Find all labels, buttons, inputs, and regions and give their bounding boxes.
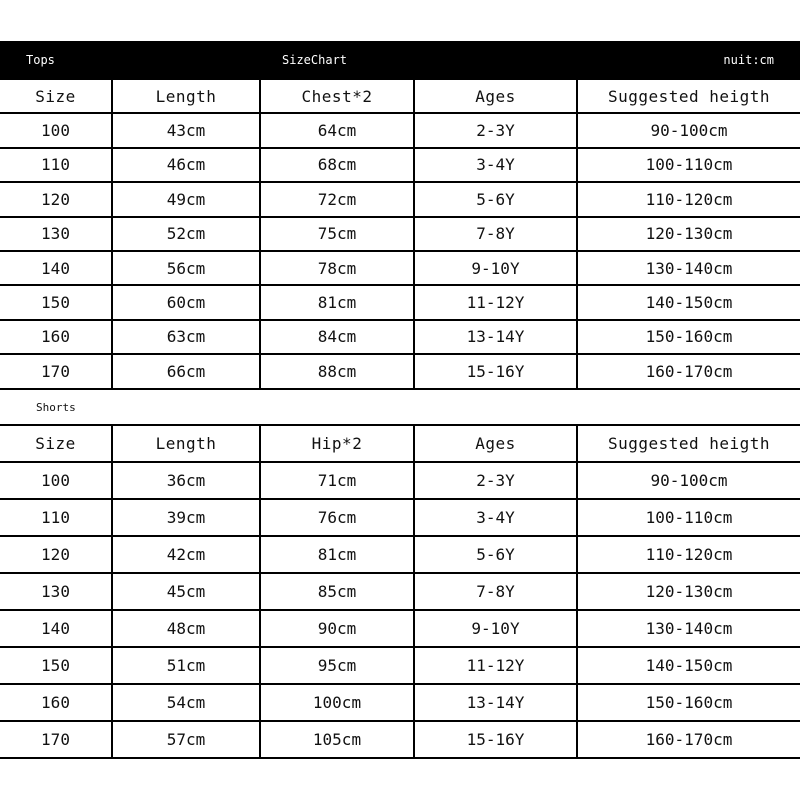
cell-ages: 15-16Y <box>414 354 577 388</box>
cell-size: 130 <box>0 573 112 610</box>
size-chart-title: SizeChart <box>282 53 348 67</box>
cell-size: 110 <box>0 499 112 536</box>
cell-suggested-height: 110-120cm <box>577 182 800 216</box>
cell-length: 54cm <box>112 684 260 721</box>
cell-chest: 88cm <box>260 354 414 388</box>
cell-ages: 9-10Y <box>414 610 577 647</box>
cell-size: 120 <box>0 536 112 573</box>
cell-size: 170 <box>0 721 112 758</box>
cell-suggested-height: 100-110cm <box>577 148 800 182</box>
cell-suggested-height: 90-100cm <box>577 462 800 499</box>
cell-hip: 81cm <box>260 536 414 573</box>
cell-size: 160 <box>0 684 112 721</box>
cell-length: 66cm <box>112 354 260 388</box>
cell-suggested-height: 120-130cm <box>577 217 800 251</box>
cell-chest: 75cm <box>260 217 414 251</box>
table-row <box>0 721 800 758</box>
cell-suggested-height: 160-170cm <box>577 354 800 388</box>
shorts-label: Shorts <box>36 401 76 414</box>
cell-hip: 71cm <box>260 462 414 499</box>
cell-length: 36cm <box>112 462 260 499</box>
header-size: Size <box>0 425 112 462</box>
cell-length: 51cm <box>112 647 260 684</box>
cell-suggested-height: 90-100cm <box>577 113 800 147</box>
header-ages: Ages <box>414 425 577 462</box>
cell-ages: 2-3Y <box>414 113 577 147</box>
table-row <box>0 354 800 388</box>
cell-suggested-height: 130-140cm <box>577 610 800 647</box>
header-size: Size <box>0 79 112 113</box>
header-hip: Hip*2 <box>260 425 414 462</box>
tops-size-table <box>0 78 800 390</box>
tops-header-row <box>0 79 800 113</box>
cell-chest: 72cm <box>260 182 414 216</box>
header-chest: Chest*2 <box>260 79 414 113</box>
cell-size: 160 <box>0 320 112 354</box>
tops-banner <box>0 41 800 78</box>
cell-ages: 13-14Y <box>414 684 577 721</box>
header-ages: Ages <box>414 79 577 113</box>
shorts-header-row <box>0 425 800 462</box>
cell-suggested-height: 130-140cm <box>577 251 800 285</box>
table-row <box>0 610 800 647</box>
header-suggested-height: Suggested heigth <box>577 79 800 113</box>
cell-ages: 5-6Y <box>414 182 577 216</box>
cell-ages: 15-16Y <box>414 721 577 758</box>
table-row <box>0 148 800 182</box>
cell-suggested-height: 150-160cm <box>577 684 800 721</box>
header-suggested-height: Suggested heigth <box>577 425 800 462</box>
table-row <box>0 647 800 684</box>
cell-length: 57cm <box>112 721 260 758</box>
cell-chest: 64cm <box>260 113 414 147</box>
cell-size: 150 <box>0 647 112 684</box>
cell-ages: 11-12Y <box>414 647 577 684</box>
cell-length: 42cm <box>112 536 260 573</box>
table-row <box>0 285 800 319</box>
shorts-size-table <box>0 424 800 759</box>
table-row <box>0 684 800 721</box>
header-length: Length <box>112 425 260 462</box>
unit-label: nuit:cm <box>723 53 774 67</box>
cell-hip: 90cm <box>260 610 414 647</box>
cell-suggested-height: 160-170cm <box>577 721 800 758</box>
cell-size: 140 <box>0 251 112 285</box>
table-row <box>0 113 800 147</box>
cell-size: 120 <box>0 182 112 216</box>
cell-size: 150 <box>0 285 112 319</box>
cell-size: 100 <box>0 113 112 147</box>
cell-chest: 68cm <box>260 148 414 182</box>
table-row <box>0 536 800 573</box>
cell-ages: 7-8Y <box>414 217 577 251</box>
cell-length: 39cm <box>112 499 260 536</box>
tops-label: Tops <box>26 53 55 67</box>
cell-hip: 105cm <box>260 721 414 758</box>
cell-ages: 3-4Y <box>414 499 577 536</box>
cell-chest: 81cm <box>260 285 414 319</box>
cell-suggested-height: 110-120cm <box>577 536 800 573</box>
header-length: Length <box>112 79 260 113</box>
cell-size: 140 <box>0 610 112 647</box>
cell-ages: 3-4Y <box>414 148 577 182</box>
cell-length: 46cm <box>112 148 260 182</box>
cell-hip: 100cm <box>260 684 414 721</box>
table-row <box>0 462 800 499</box>
cell-hip: 85cm <box>260 573 414 610</box>
cell-ages: 9-10Y <box>414 251 577 285</box>
cell-suggested-height: 140-150cm <box>577 647 800 684</box>
cell-size: 100 <box>0 462 112 499</box>
cell-size: 110 <box>0 148 112 182</box>
cell-ages: 7-8Y <box>414 573 577 610</box>
cell-length: 49cm <box>112 182 260 216</box>
cell-length: 45cm <box>112 573 260 610</box>
cell-ages: 2-3Y <box>414 462 577 499</box>
cell-length: 52cm <box>112 217 260 251</box>
cell-suggested-height: 140-150cm <box>577 285 800 319</box>
cell-size: 170 <box>0 354 112 388</box>
table-row <box>0 251 800 285</box>
cell-length: 48cm <box>112 610 260 647</box>
cell-hip: 76cm <box>260 499 414 536</box>
cell-chest: 78cm <box>260 251 414 285</box>
cell-chest: 84cm <box>260 320 414 354</box>
cell-hip: 95cm <box>260 647 414 684</box>
cell-length: 56cm <box>112 251 260 285</box>
table-row <box>0 573 800 610</box>
cell-suggested-height: 150-160cm <box>577 320 800 354</box>
cell-length: 43cm <box>112 113 260 147</box>
cell-size: 130 <box>0 217 112 251</box>
cell-ages: 5-6Y <box>414 536 577 573</box>
table-row <box>0 320 800 354</box>
table-row <box>0 182 800 216</box>
cell-length: 60cm <box>112 285 260 319</box>
table-row <box>0 217 800 251</box>
cell-length: 63cm <box>112 320 260 354</box>
cell-suggested-height: 100-110cm <box>577 499 800 536</box>
table-row <box>0 499 800 536</box>
cell-suggested-height: 120-130cm <box>577 573 800 610</box>
cell-ages: 11-12Y <box>414 285 577 319</box>
cell-ages: 13-14Y <box>414 320 577 354</box>
